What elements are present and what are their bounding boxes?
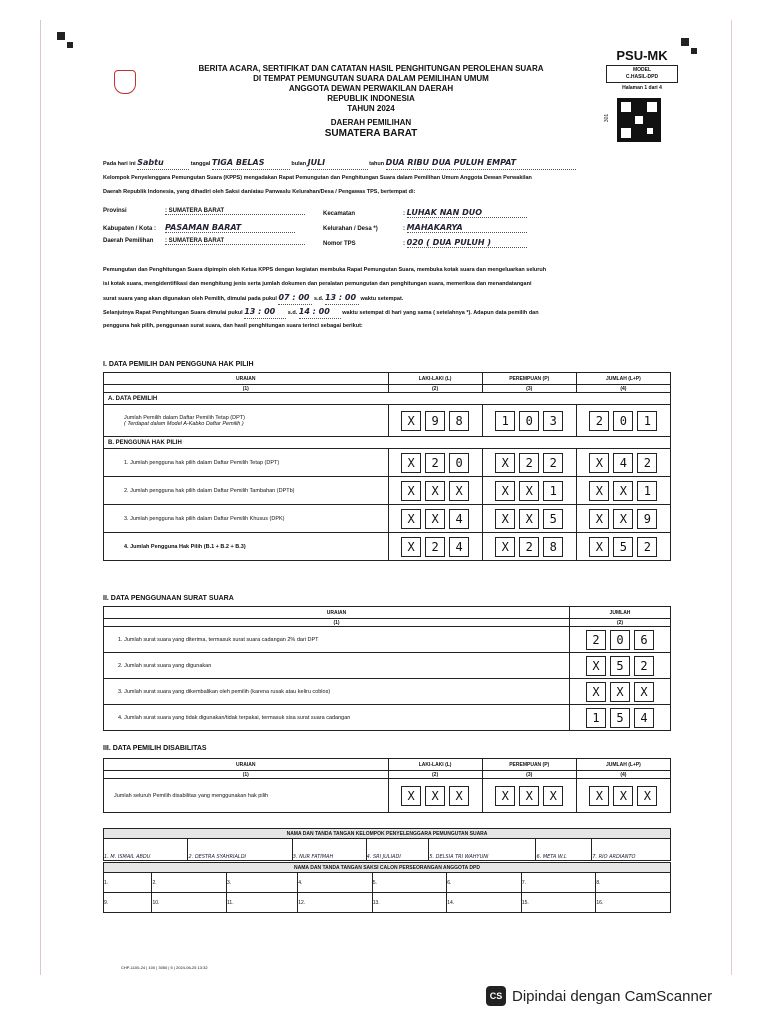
model-box bbox=[606, 65, 678, 83]
digit-box: 4 bbox=[634, 708, 654, 728]
kabupaten-row: Kabupaten / Kota : PASAMAN BARAT bbox=[103, 223, 295, 233]
kpps-signature-table bbox=[103, 828, 671, 861]
col-header: URAIAN bbox=[104, 607, 570, 619]
digit-box: 0 bbox=[610, 630, 630, 650]
kpps-title: NAMA DAN TANDA TANGAN KELOMPOK PENYELENGGARA PEMUNGUTAN SUARA bbox=[104, 829, 671, 839]
digit-box: 4 bbox=[449, 537, 469, 557]
form-page bbox=[40, 20, 732, 975]
region-label: DAERAH PEMILIHAN bbox=[330, 118, 412, 127]
kpps-signature: 3. NUR FATIMAH bbox=[292, 839, 366, 861]
digit-box: X bbox=[613, 786, 633, 806]
corner-marker bbox=[691, 48, 697, 54]
col-number: (1) bbox=[104, 771, 389, 779]
digit-box: 2 bbox=[637, 537, 657, 557]
digit-box: X bbox=[425, 481, 445, 501]
col-number: (1) bbox=[104, 385, 389, 393]
digit-box: 1 bbox=[637, 411, 657, 431]
subsection-b: B. PENGGUNA HAK PILIH bbox=[104, 437, 671, 449]
title-line: BERITA ACARA, SERTIFIKAT DAN CATATAN HASIL PENGHITUNGAN PEROLEHAN SUARA bbox=[198, 64, 544, 73]
value-cell bbox=[388, 405, 482, 437]
digit-box: 2 bbox=[519, 453, 539, 473]
col-header: JUMLAH (L+P) bbox=[576, 373, 670, 385]
region-name: SUMATERA BARAT bbox=[324, 128, 418, 139]
col-number: (1) bbox=[104, 619, 570, 627]
digit-box: 1 bbox=[586, 708, 606, 728]
digit-box: X bbox=[401, 411, 421, 431]
corner-marker bbox=[67, 42, 73, 48]
body-text: isi kotak suara, mengidentifikasi dan menghitung jenis serta jumlah dokumen dan peralatan pemungutan dan penghitungan suara, memeriksa dan menandatangani bbox=[103, 281, 532, 287]
digit-box: 5 bbox=[610, 708, 630, 728]
saksi-slot: 16. bbox=[596, 893, 671, 913]
row-label: 3. Jumlah pengguna hak pilih dalam Daftar Pemilih Khusus (DPK) bbox=[104, 505, 389, 533]
count-end-time: 14 : 00 bbox=[299, 306, 341, 319]
corner-marker bbox=[681, 38, 689, 46]
digit-box: X bbox=[401, 786, 421, 806]
body-time-line: Selanjutnya Rapat Penghitungan Suara dimulai pukul 13 : 00 s.d. 14 : 00 waktu setempat di hari yang sama ( setelahnya *). Adapun data pemilih dan bbox=[103, 306, 693, 319]
value-cell bbox=[482, 405, 576, 437]
row-label: 2. Jumlah pengguna hak pilih dalam Daftar Pemilih Tambahan (DPTb) bbox=[104, 477, 389, 505]
digit-box: 3 bbox=[543, 411, 563, 431]
kpu-logo bbox=[114, 70, 136, 94]
form-code-box bbox=[606, 48, 678, 91]
digit-box: 1 bbox=[637, 481, 657, 501]
digit-box: X bbox=[425, 786, 445, 806]
row-label: 2. Jumlah surat suara yang digunakan bbox=[104, 653, 570, 679]
digit-box: 4 bbox=[613, 453, 633, 473]
kpps-signature: 2. DESTRA SYAHRIALDI bbox=[188, 839, 292, 861]
end-time: 13 : 00 bbox=[325, 292, 359, 305]
digit-box: 2 bbox=[425, 537, 445, 557]
saksi-slot: 9. bbox=[104, 893, 152, 913]
section-1-title: I. DATA PEMILIH DAN PENGGUNA HAK PILIH bbox=[103, 361, 254, 368]
section-3-title: III. DATA PEMILIH DISABILITAS bbox=[103, 745, 207, 752]
tps-row: Nomor TPS : 020 ( DUA PULUH ) bbox=[323, 238, 527, 248]
digit-box: 2 bbox=[425, 453, 445, 473]
saksi-slot: 5. bbox=[372, 873, 447, 893]
year-value: DUA RIBU DUA PULUH EMPAT bbox=[386, 157, 576, 170]
title-line: TAHUN 2024 bbox=[347, 104, 395, 113]
digit-box: X bbox=[449, 481, 469, 501]
qr-code bbox=[617, 98, 661, 142]
digit-box: X bbox=[613, 509, 633, 529]
tps-value: 020 ( DUA PULUH ) bbox=[407, 238, 527, 248]
saksi-slot: 14. bbox=[447, 893, 522, 913]
saksi-title: NAMA DAN TANDA TANGAN SAKSI CALON PERSEORANGAN ANGGOTA DPD bbox=[104, 863, 671, 873]
title-line: REPUBLIK INDONESIA bbox=[327, 94, 415, 103]
kecamatan-row: Kecamatan : LUHAK NAN DUO bbox=[323, 208, 527, 218]
camscanner-text: Dipindai dengan CamScanner bbox=[512, 987, 713, 1005]
digit-box: 0 bbox=[613, 411, 633, 431]
provinsi-value: : SUMATERA BARAT bbox=[165, 208, 305, 215]
digit-box: X bbox=[495, 786, 515, 806]
digit-box: X bbox=[519, 481, 539, 501]
intro-line bbox=[103, 157, 673, 170]
digit-box: X bbox=[401, 481, 421, 501]
table-row bbox=[104, 779, 671, 813]
row-label: 1. Jumlah pengguna hak pilih dalam Daftar Pemilih Tetap (DPT) bbox=[104, 449, 389, 477]
digit-box: 1 bbox=[495, 411, 515, 431]
saksi-slot: 12. bbox=[298, 893, 373, 913]
col-header: JUMLAH bbox=[570, 607, 671, 619]
digit-box: 2 bbox=[589, 411, 609, 431]
digit-box: X bbox=[425, 509, 445, 529]
count-start-time: 13 : 00 bbox=[244, 306, 286, 319]
model-code: C.HASIL-DPD bbox=[625, 74, 659, 80]
saksi-slot: 3. bbox=[227, 873, 298, 893]
table-row bbox=[104, 679, 671, 705]
digit-box: X bbox=[519, 509, 539, 529]
kpps-signature: 1. M. ISMAIL ABDU bbox=[104, 839, 188, 861]
digit-box: X bbox=[401, 453, 421, 473]
col-number: (2) bbox=[570, 619, 671, 627]
digit-box: 4 bbox=[449, 509, 469, 529]
footer-code: CHP-1100-24 | 100 | 3050 | 5 | 2024-06-25 13:32 bbox=[121, 965, 208, 970]
corner-marker bbox=[57, 32, 65, 40]
saksi-slot: 7. bbox=[521, 873, 596, 893]
digit-box: 9 bbox=[637, 509, 657, 529]
digit-box: X bbox=[401, 537, 421, 557]
digit-box: X bbox=[610, 682, 630, 702]
form-code-title: PSU-MK bbox=[616, 48, 668, 63]
camscanner-watermark bbox=[486, 986, 712, 1006]
section-1-table bbox=[103, 372, 671, 561]
digit-box: X bbox=[401, 509, 421, 529]
dapil-row: Daerah Pemilihan : SUMATERA BARAT bbox=[103, 238, 305, 245]
body-text: pengguna hak pilih, penggunaan surat suara, dan hasil penghitungan suara terinci sebagai berikut: bbox=[103, 323, 363, 329]
section-2-table bbox=[103, 606, 671, 731]
digit-box: X bbox=[495, 453, 515, 473]
saksi-slot: 10. bbox=[152, 893, 227, 913]
digit-box: X bbox=[634, 682, 654, 702]
kpps-signature: 6. META W.L bbox=[536, 839, 592, 861]
digit-box: X bbox=[495, 537, 515, 557]
row-label: 4. Jumlah surat suara yang tidak digunakan/tidak terpakai, termasuk sisa surat suara cadangan bbox=[104, 705, 570, 731]
digit-box: X bbox=[495, 481, 515, 501]
digit-box: 8 bbox=[543, 537, 563, 557]
digit-box: X bbox=[495, 509, 515, 529]
digit-box: X bbox=[637, 786, 657, 806]
col-number: (3) bbox=[482, 771, 576, 779]
dapil-value: : SUMATERA BARAT bbox=[165, 238, 305, 245]
table-row bbox=[104, 627, 671, 653]
digit-box: X bbox=[589, 509, 609, 529]
qr-number: 301 bbox=[604, 113, 611, 123]
row-label: Jumlah seluruh Pemilih disabilitas yang menggunakan hak pilih bbox=[104, 779, 389, 813]
saksi-slot: 1. bbox=[104, 873, 152, 893]
col-number: (2) bbox=[388, 385, 482, 393]
kelurahan-value: MAHAKARYA bbox=[407, 223, 527, 233]
saksi-slot: 4. bbox=[298, 873, 373, 893]
col-header: URAIAN bbox=[104, 373, 389, 385]
saksi-slot: 6. bbox=[447, 873, 522, 893]
section-2-title: II. DATA PENGGUNAAN SURAT SUARA bbox=[103, 595, 234, 602]
intro-text: Daerah Republik Indonesia, yang dihadiri oleh Saksi dan/atau Panwaslu Kelurahan/Desa / Pengawas TPS, bertempat di: bbox=[103, 189, 416, 195]
digit-box: 1 bbox=[543, 481, 563, 501]
row-label: 3. Jumlah surat suara yang dikembalikan oleh pemilih (karena rusak atau keliru coblos) bbox=[104, 679, 570, 705]
body-time-line: surat suara yang akan digunakan oleh Pemilih, dimulai pada pukul 07 : 00 s.d. 13 : 00 waktu setempat. bbox=[103, 292, 693, 305]
col-header: URAIAN bbox=[104, 759, 389, 771]
col-header: LAKI-LAKI (L) bbox=[388, 759, 482, 771]
col-number: (4) bbox=[576, 385, 670, 393]
digit-box: X bbox=[586, 682, 606, 702]
digit-box: 5 bbox=[613, 537, 633, 557]
digit-box: 2 bbox=[586, 630, 606, 650]
year-label: tahun bbox=[369, 161, 385, 167]
digit-box: X bbox=[449, 786, 469, 806]
row-label: 4. Jumlah Pengguna Hak Pilih (B.1 + B.2 + B.3) bbox=[104, 533, 389, 561]
saksi-slot: 2. bbox=[152, 873, 227, 893]
digit-box: X bbox=[613, 481, 633, 501]
digit-box: 6 bbox=[634, 630, 654, 650]
digit-box: 5 bbox=[543, 509, 563, 529]
row-label: 1. Jumlah surat suara yang diterima, termasuk surat suara cadangan 2% dari DPT bbox=[104, 627, 570, 653]
digit-box: 0 bbox=[449, 453, 469, 473]
col-header: LAKI-LAKI (L) bbox=[388, 373, 482, 385]
col-header: PEREMPUAN (P) bbox=[482, 759, 576, 771]
form-title bbox=[161, 64, 581, 140]
digit-box: 9 bbox=[425, 411, 445, 431]
title-line: ANGGOTA DEWAN PERWAKILAN DAERAH bbox=[288, 84, 454, 93]
digit-box: 5 bbox=[610, 656, 630, 676]
month-value: JULI bbox=[308, 157, 368, 170]
date-value: TIGA BELAS bbox=[212, 157, 290, 170]
digit-box: 8 bbox=[449, 411, 469, 431]
col-number: (4) bbox=[576, 771, 670, 779]
provinsi-row: Provinsi : SUMATERA BARAT bbox=[103, 208, 305, 215]
saksi-signature-table bbox=[103, 862, 671, 913]
kabupaten-value: PASAMAN BARAT bbox=[165, 223, 295, 233]
date-label: tanggal bbox=[190, 161, 211, 167]
kecamatan-value: LUHAK NAN DUO bbox=[407, 208, 527, 218]
value-cell bbox=[576, 405, 670, 437]
col-number: (2) bbox=[388, 771, 482, 779]
kpps-signature: 4. SRI JULIADI bbox=[366, 839, 429, 861]
digit-box: X bbox=[589, 453, 609, 473]
table-row bbox=[104, 533, 671, 561]
title-line: DI TEMPAT PEMUNGUTAN SUARA DALAM PEMILIHAN UMUM bbox=[253, 74, 489, 83]
digit-box: X bbox=[589, 481, 609, 501]
digit-box: X bbox=[586, 656, 606, 676]
kpps-signature: 5. DELSIA TRI WAHYUNI bbox=[429, 839, 536, 861]
col-header: PEREMPUAN (P) bbox=[482, 373, 576, 385]
model-label: MODEL bbox=[632, 67, 652, 73]
subsection-a: A. DATA PEMILIH bbox=[104, 393, 671, 405]
kelurahan-row: Kelurahan / Desa *) : MAHAKARYA bbox=[323, 223, 527, 233]
saksi-slot: 8. bbox=[596, 873, 671, 893]
row-label: Jumlah Pemilih dalam Daftar Pemilih Tetap (DPT) ( Terdapat dalam Model A-Kabko Daftar Pemilih ) bbox=[104, 405, 389, 437]
table-row bbox=[104, 449, 671, 477]
day-label: Pada hari ini bbox=[103, 161, 136, 167]
digit-box: 2 bbox=[519, 537, 539, 557]
saksi-slot: 13. bbox=[372, 893, 447, 913]
digit-box: X bbox=[519, 786, 539, 806]
table-row bbox=[104, 705, 671, 731]
table-row bbox=[104, 653, 671, 679]
kpps-signature: 7. RIO ARDIANTO bbox=[592, 839, 671, 861]
page-count: Halaman 1 dari 4 bbox=[622, 85, 662, 91]
month-label: bulan bbox=[291, 161, 307, 167]
start-time: 07 : 00 bbox=[278, 292, 312, 305]
table-row bbox=[104, 477, 671, 505]
body-text: Pemungutan dan Penghitungan Suara dipimpin oleh Ketua KPPS dengan kegiatan membuka Rapat Pemungutan Suara, membuka kotak suara dan mengeluarkan seluruh bbox=[103, 267, 547, 273]
col-header: JUMLAH (L+P) bbox=[576, 759, 670, 771]
digit-box: 2 bbox=[637, 453, 657, 473]
camscanner-icon: CS bbox=[486, 986, 506, 1006]
saksi-slot: 15. bbox=[521, 893, 596, 913]
digit-box: 2 bbox=[543, 453, 563, 473]
day-value: Sabtu bbox=[137, 157, 189, 170]
digit-box: 0 bbox=[519, 411, 539, 431]
col-number: (3) bbox=[482, 385, 576, 393]
digit-box: 2 bbox=[634, 656, 654, 676]
digit-box: X bbox=[543, 786, 563, 806]
intro-text: Kelompok Penyelenggara Pemungutan Suara (KPPS) mengadakan Rapat Pemungutan dan Penghitungan Suara dalam Pemilihan Umum Anggota Dewan Perwakilan bbox=[103, 175, 532, 181]
digit-box: X bbox=[589, 537, 609, 557]
saksi-slot: 11. bbox=[227, 893, 298, 913]
table-row bbox=[104, 505, 671, 533]
digit-box: X bbox=[589, 786, 609, 806]
section-3-table bbox=[103, 758, 671, 813]
